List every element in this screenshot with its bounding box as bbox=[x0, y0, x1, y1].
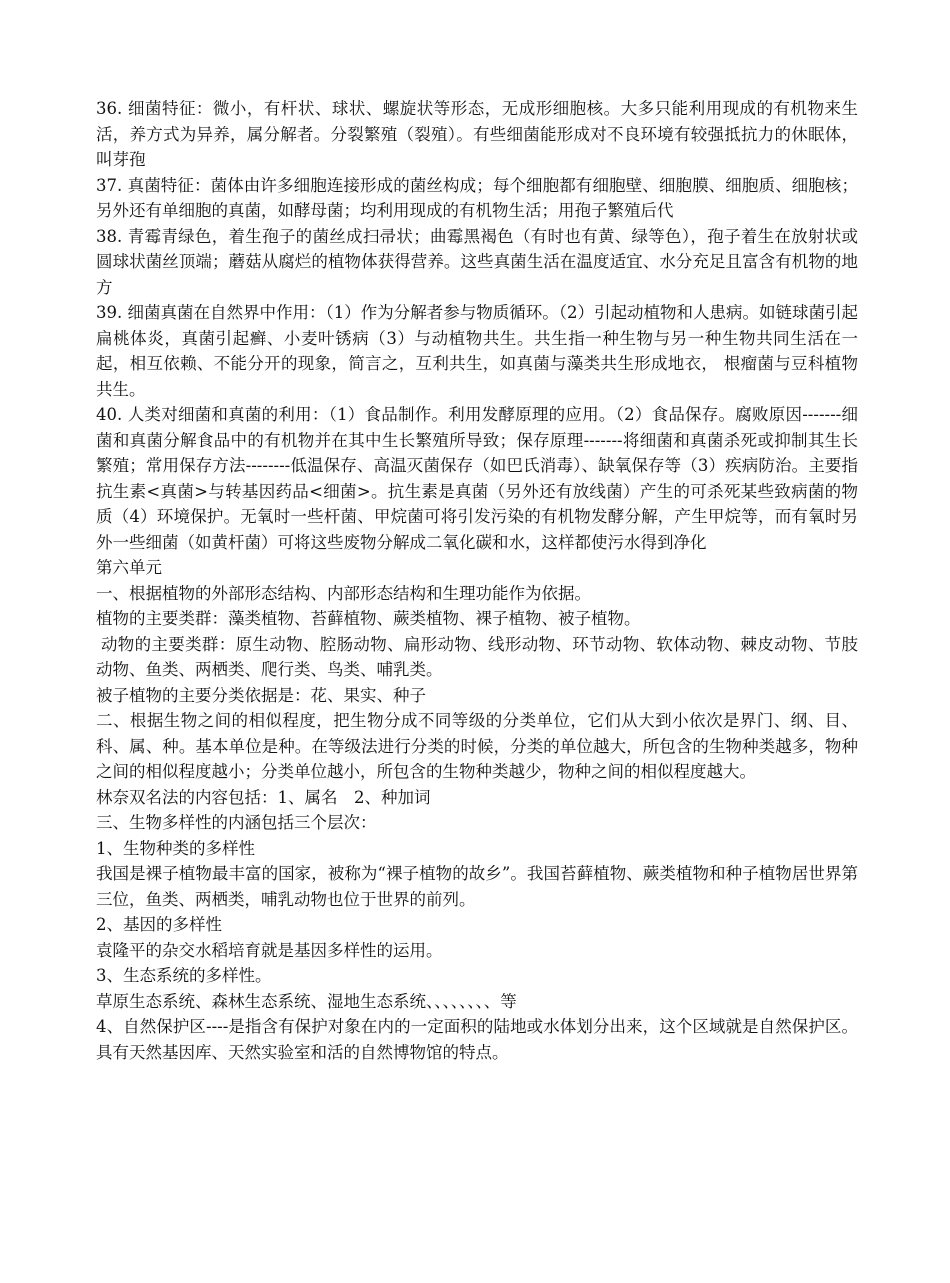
paragraph-ecosystem-detail: 草原生态系统、森林生态系统、湿地生态系统、、、、、、、、等 bbox=[96, 991, 517, 1011]
paragraph-plant-groups: 植物的主要类群：藻类植物、苔藓植物、蕨类植物、裸子植物、被子植物。 bbox=[96, 609, 641, 628]
document-page bbox=[96, 96, 858, 1065]
paragraph-36-bacteria: 36. 细菌特征：微小，有杆状、球状、螺旋状等形态，无成形细胞核。大多只能利用现成的有机物来生活，养方式为异养，属分解者。分裂繁殖（裂殖）。有些细菌能形成对不良环境有较强抵抗力的休眠体，叫芽孢 bbox=[96, 99, 858, 169]
paragraph-section-2: 二、根据生物之间的相似程度，把生物分成不同等级的分类单位，它们从大到小依次是界门、纲、目、科、属、种。基本单位是种。在等级法进行分类的时候，分类的单位越大，所包含的生物种类越多，物种之间的相似程度越小；分类单位越小，所包含的生物种类越少，物种之间的相似程度越大。 bbox=[96, 711, 858, 781]
paragraph-animal-groups: 动物的主要类群：原生动物、腔肠动物、扁形动物、线形动物、环节动物、软体动物、棘皮动物、节肢动物、鱼类、两栖类、爬行类、鸟类、哺乳类。 bbox=[96, 634, 858, 679]
paragraph-binomial: 林奈双名法的内容包括：1、属名 2、种加词 bbox=[96, 787, 431, 807]
item-species-diversity: 1、生物种类的多样性 bbox=[96, 838, 255, 858]
item-gene-diversity: 2、基因的多样性 bbox=[96, 915, 222, 934]
paragraph-section-3: 三、生物多样性的内涵包括三个层次： bbox=[96, 813, 377, 832]
item-nature-reserve: 4、自然保护区----是指含有保护对象在内的一定面积的陆地或水体划分出来，这个区域就是自然保护区。具有天然基因库、天然实验室和活的自然博物馆的特点。 bbox=[96, 1017, 858, 1062]
paragraph-38-molds: 38. 青霉青绿色，着生孢子的菌丝成扫帚状；曲霉黑褐色（有时也有黄、绿等色），孢子着生在放射状或圆球状菌丝顶端；蘑菇从腐烂的植物体获得营养。这些真菌生活在温度适宜、水分充足且富含有机物的地方 bbox=[96, 226, 858, 297]
item-ecosystem-diversity: 3、生态系统的多样性。 bbox=[96, 966, 272, 985]
paragraph-species-detail: 我国是裸子植物最丰富的国家，被称为“裸子植物的故乡”。我国苔藓植物、蕨类植物和种子植物居世界第三位，鱼类、两栖类，哺乳动物也位于世界的前列。 bbox=[96, 864, 858, 909]
paragraph-angiosperm-basis: 被子植物的主要分类依据是：花、果实、种子 bbox=[96, 685, 426, 705]
paragraph-section-1: 一、根据植物的外部形态结构、内部形态结构和生理功能作为依据。 bbox=[96, 583, 591, 603]
paragraph-gene-detail: 袁隆平的杂交水稻培育就是基因多样性的运用。 bbox=[96, 940, 443, 960]
unit-heading: 第六单元 bbox=[96, 558, 162, 577]
paragraph-40-uses: 40. 人类对细菌和真菌的利用：（1）食品制作。利用发酵原理的应用。（2）食品保存。腐败原因-------细菌和真菌分解食品中的有机物并在其中生长繁殖所导致；保存原理-------将细菌和真菌杀死或抑制其生长繁殖；常用保存方法--------低温保存、高温灭菌保存（如巴氏消毒）、缺氧保存等（3）疾病防治。主要指抗生素<真菌>与转基因药品<细菌>。抗生素是真菌（另外还有放线菌）产生的可杀死某些致病菌的物质（4）环境保护。无氧时一些杆菌、甲烷菌可将引发污染的有机物发酵分解，产生甲烷等，而有氧时另外一些细菌（如黄杆菌）可将这些废物分解成二氧化碳和水，这样都使污水得到净化 bbox=[96, 405, 858, 552]
paragraph-39-roles: 39. 细菌真菌在自然界中作用：（1）作为分解者参与物质循环。（2）引起动植物和人患病。如链球菌引起扁桃体炎，真菌引起癣、小麦叶锈病（3）与动植物共生。共生指一种生物与另一种生物共同生活在一起，相互依赖、不能分开的现象，简言之，互利共生，如真菌与藻类共生形成地衣， 根瘤菌与豆科植物共生。 bbox=[96, 303, 858, 399]
paragraph-37-fungi: 37. 真菌特征：菌体由许多细胞连接形成的菌丝构成；每个细胞都有细胞壁、细胞膜、细胞质、细胞核；另外还有单细胞的真菌，如酵母菌；均利用现成的有机物生活；用孢子繁殖后代 bbox=[96, 175, 858, 220]
